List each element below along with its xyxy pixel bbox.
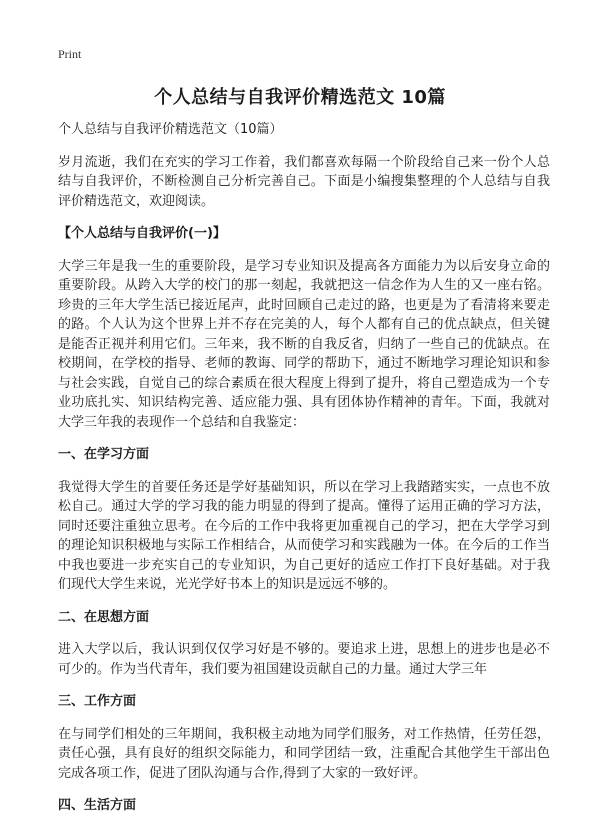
section-title: 【个人总结与自我评价(一)】 <box>58 226 226 241</box>
thought-paragraph: 进入大学以后，我认识到仅仅学习好是不够的。要追求上进，思想上的进步也是必不可少的。作为当代青年，我们要为祖国建设贡献自己的力量。通过大学三年 <box>58 642 550 677</box>
life-heading: 四、生活方面 <box>58 798 137 813</box>
intro-paragraph: 岁月流逝，我们在充实的学习工作着，我们都喜欢每隔一个阶段给自己来一份个人总结与自我评价，不断检测自己分析完善自己。下面是小编搜集整理的个人总结与自我评价精选范文，欢迎阅读。 <box>58 154 550 209</box>
document-content <box>58 120 550 829</box>
section-paragraph: 大学三年是我一生的重要阶段，是学习专业知识及提高各方面能力为以后安身立命的重要阶段。从跨入大学的校门的那一刻起，我就把这一信念作为人生的又一座右铭。珍贵的三年大学生活已接近尾声，此时回顾自己走过的路，也更是为了看清将来要走的路。个人认为这个世界上并不存在完美的人，每个人都有自己的优点缺点，但关键是能否正视并利用它们。三年来，我不断的自我反省，归纳了一些自己的优缺点。在校期间，在学校的指导、老师的教诲、同学的帮助下，通过不断地学习理论知识和参与社会实践，自觉自己的综合素质在很大程度上得到了提升，将自己塑造成为一个专业功底扎实、知识结构完善、适应能力强、具有团体协作精神的青年。下面，我就对大学三年我的表现作一个总结和自我鉴定： <box>58 258 550 430</box>
work-paragraph: 在与同学们相处的三年期间，我积极主动地为同学们服务，对工作热情，任劳任怨，责任心强，具有良好的组织交际能力，和同学团结一致，注重配合其他学生干部出色完成各项工作，促进了团队沟通与合作,得到了大家的一致好评。 <box>58 726 550 781</box>
study-paragraph: 我觉得大学生的首要任务还是学好基础知识，所以在学习上我踏踏实实，一点也不放松自己。通过大学的学习我的能力明显的得到了提高。懂得了运用正确的学习方法，同时还要注重独立思考。在今后的工作中我将更加重视自己的学习，把在大学学习到的理论知识积极地与实际工作相结合，从而使学习和实践融为一体。在今后的工作当中我也要进一步充实自己的专业知识，为自己更好的适应工作打下良好基础。对于我们现代大学生来说，光光学好书本上的知识是远远不够的。 <box>58 479 550 592</box>
document-title: 个人总结与自我评价精选范文 10篇 <box>154 87 446 108</box>
document-subtitle: 个人总结与自我评价精选范文（10篇） <box>58 122 283 137</box>
study-heading: 一、在学习方面 <box>58 447 150 462</box>
print-label: Print <box>58 47 82 61</box>
work-heading: 三、工作方面 <box>58 694 137 709</box>
thought-heading: 二、在思想方面 <box>58 609 150 625</box>
